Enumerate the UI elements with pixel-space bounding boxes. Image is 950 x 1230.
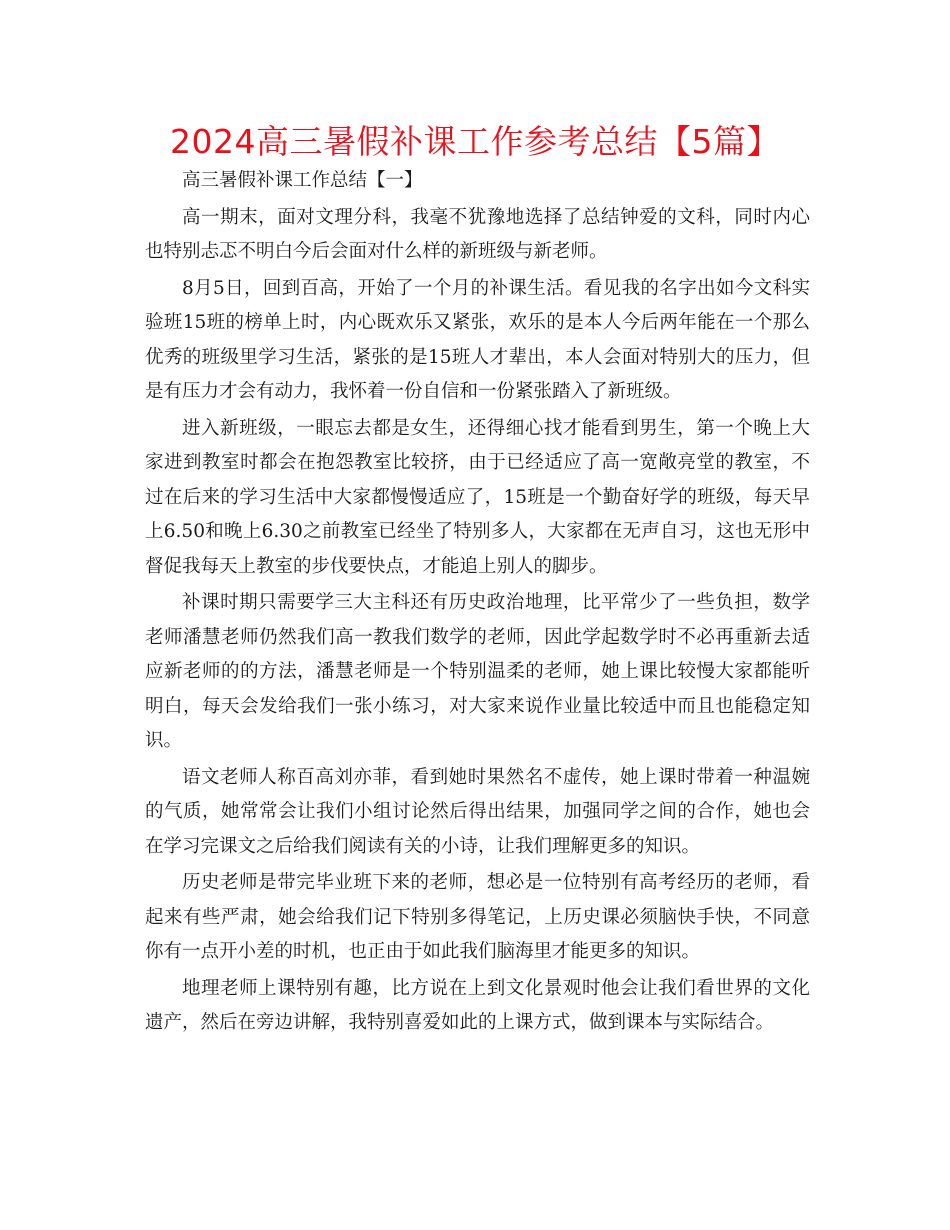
section-heading: 高三暑假补课工作总结【一】 xyxy=(182,170,423,191)
paragraph: 语文老师人称百高刘亦菲，看到她时果然名不虚传，她上课时带着一种温婉的气质，她常常会让我们小组讨论然后得出结果，加强同学之间的合作，她也会在学习完课文之后给我们阅读有关的小诗，让我们理解更多的知识。 xyxy=(145,766,810,857)
paragraph: 地理老师上课特别有趣，比方说在上到文化景观时他会让我们看世界的文化遗产，然后在旁边讲解，我特别喜爱如此的上课方式，做到课本与实际结合。 xyxy=(145,977,810,1033)
paragraph: 8月5日，回到百高，开始了一个月的补课生活。看见我的名字出如今文科实验班15班的榜单上时，内心既欢乐又紧张，欢乐的是本人今后两年能在一个那么优秀的班级里学习生活，紧张的是15班人才辈出，本人会面对特别大的压力，但是有压力才会有动力，我怀着一份自信和一份紧张踏入了新班级。 xyxy=(145,277,810,402)
paragraph: 历史老师是带完毕业班下来的老师，想必是一位特别有高考经历的老师，看起来有些严肃，她会给我们记下特别多得笔记，上历史课必须脑快手快，不同意你有一点开小差的时机，也正由于如此我们脑海里才能更多的知识。 xyxy=(145,872,810,962)
document-body xyxy=(145,164,810,1043)
paragraph: 补课时期只需要学三大主科还有历史政治地理，比平常少了一些负担，数学老师潘慧老师仍然我们高一教我们数学的老师，因此学起数学时不必再重新去适应新老师的的方法，潘慧老师是一个特别温柔的老师，她上课比较慢大家都能听明白，每天会发给我们一张小练习，对大家来说作业量比较适中而且也能稳定知识。 xyxy=(145,592,810,751)
paragraph: 高一期末，面对文理分科，我毫不犹豫地选择了总结钟爱的文科，同时内心也特别忐忑不明白今后会面对什么样的新班级与新老师。 xyxy=(145,206,810,262)
document-title: 2024高三暑假补课工作参考总结【5篇】 xyxy=(170,122,780,161)
paragraph: 进入新班级，一眼忘去都是女生，还得细心找才能看到男生，第一个晚上大家进到教室时都会在抱怨教室比较挤，由于已经适应了高一宽敞亮堂的教室，不过在后来的学习生活中大家都慢慢适应了，15班是一个勤奋好学的班级，每天早上6.50和晚上6.30之前教室已经坐了特别多人，大家都在无声自习，这也无形中督促我每天上教室的步伐要快点，才能追上别人的脚步。 xyxy=(145,417,810,577)
